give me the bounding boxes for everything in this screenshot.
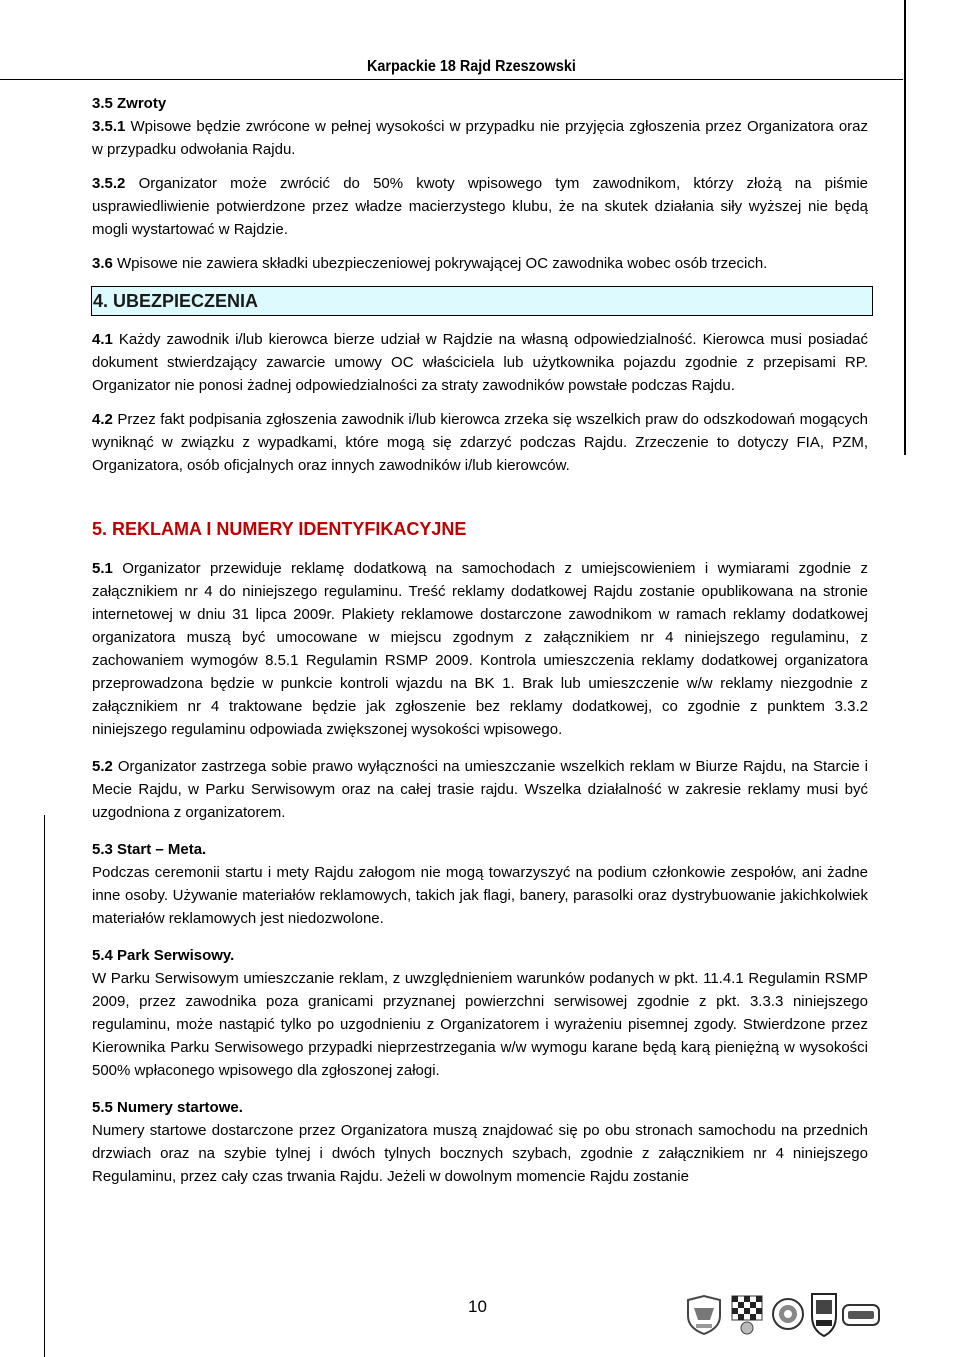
header-title: Karpackie 18 Rajd Rzeszowski: [367, 58, 576, 75]
paragraph-text: Organizator zastrzega sobie prawo wyłączności na umieszczanie wszelkich reklam w Biurze Rajdu, na Starcie i Mecie Rajdu, w Parku Serwisowym oraz na całej trasie rajdu. Wszelka działalność w zakresie reklamy musi być uzgodniona z organizatorem.: [92, 758, 868, 821]
margin-rule-left: [44, 815, 45, 1357]
paragraph-text: Przez fakt podpisania zgłoszenia zawodnik i/lub kierowca zrzeka się wszelkich praw do odszkodowań mogących wyniknąć w związku z wypadkami, które mogą się zdarzyć podczas Rajdu. Zrzeczenie to dotyczy FIA, PZM, Organizatora, osób oficjalnych oraz innych zawodników i/lub kierowców.: [92, 411, 868, 474]
paragraph-text: Wpisowe będzie zwrócone w pełnej wysokości w przypadku nie przyjęcia zgłoszenia przez Organizatora oraz w przypadku odwołania Rajdu.: [92, 118, 868, 158]
paragraph-text: Organizator przewiduje reklamę dodatkową na samochodach z umiejscowieniem i wymiarami zgodnie z załącznikiem nr 4 do niniejszego regulaminu. Treść reklamy dodatkowej Rajdu zostanie opublikowana na stronie internetowej w dniu 31 lipca 2009r. Plakiety reklamowe dostarczone zawodnikom w ramach reklamy dodatkowej organizatora muszą być umocowane w miejscu zgodnym z załącznikiem nr 4 niniejszego regulaminu, z zachowaniem wymogów 8.5.1 Regulamin RSMP 2009. Kontrola umieszczenia reklamy dodatkowej organizatora przeprowadzona będzie w punkcie kontroli wjazdu na BK 1. Brak lub umieszczenie w/w reklamy niezgodnie z załącznikiem nr 4 traktowane będzie jak zgłoszenie bez reklamy dodatkowej, co zgodnie z punktem 3.3.2 niniejszego regulaminu odpowiada zwiększonej wysokości wpisowego.: [92, 560, 868, 738]
paragraph-5-2: [92, 755, 868, 824]
section-5-3-title: 5.3 Start – Meta.: [92, 841, 207, 858]
document-body: [92, 92, 868, 1188]
pzm-logo-icon: [808, 1290, 840, 1338]
paragraph-4-1: [92, 328, 868, 397]
paragraph-4-2: [92, 408, 868, 477]
paragraph-5-5: Numery startowe dostarczone przez Organizatora muszą znajdować się po obu stronach samochodu na przednich drzwiach oraz na szybie tylnej i dwóch tylnych bocznych szybach, zgodnie z załącznikiem nr 4 niniejszego Regulaminu, przez cały czas trwania Rajdu. Jeżeli w dowolnym momencie Rajdu zostanie: [92, 1122, 868, 1185]
sponsor-logos: [684, 1290, 880, 1340]
paragraph-number: 5.2: [92, 758, 113, 775]
paragraph-number: 4.2: [92, 411, 113, 428]
header-rule: [0, 79, 903, 80]
margin-rule-right: [904, 0, 906, 455]
paragraph-5-4: W Parku Serwisowym umieszczanie reklam, z uwzględnieniem warunków podanych w pkt. 11.4.1 Regulamin RSMP 2009, przez zawodnika poza granicami przyznanej powierzchni serwisowej zgodnie z pkt. 3.3.3 niniejszego regulaminu, może nastąpić tylko po uzgodnieniu z Organizatorem i wyrażeniu pisemnej zgody. Stwierdzone przez Kierownika Parku Serwisowego przypadki nieprzestrzegania w/w wymogu karane będą karą pieniężną w wysokości 500% wpłaconego wpisowego dla zgłoszonej załogi.: [92, 970, 868, 1079]
fia-emblem-icon: [770, 1294, 806, 1336]
paragraph-number: 4.1: [92, 331, 113, 348]
paragraph-text: Wpisowe nie zawiera składki ubezpieczeniowej pokrywającej OC zawodnika wobec osób trzecich.: [112, 255, 768, 272]
section-5-4-title: 5.4 Park Serwisowy.: [92, 947, 235, 964]
paragraph-number: 3.5.2: [92, 175, 126, 192]
section-5-5-title: 5.5 Numery startowe.: [92, 1099, 243, 1116]
club-logo-icon: [684, 1294, 724, 1336]
checkered-flag-icon: [728, 1292, 766, 1336]
section-5-heading: 5. REKLAMA I NUMERY IDENTYFIKACYJNE: [92, 519, 467, 539]
paragraph-number: 3.6: [92, 255, 113, 272]
page-number: 10: [468, 1297, 487, 1316]
paragraph-5-1: [92, 557, 868, 741]
section-3-5-title: 3.5 Zwroty: [92, 95, 167, 112]
paragraph-text: Organizator może zwrócić do 50% kwoty wpisowego tym zawodnikom, którzy złożą na piśmie usprawiedliwienie potwierdzone przez władze macierzystego klubu, że na skutek działania siły wyższej nie będą mogli wystartować w Rajdzie.: [92, 175, 868, 238]
paragraph-3-6: [92, 252, 868, 275]
paragraph-5-3: Podczas ceremonii startu i mety Rajdu załogom nie mogą towarzyszyć na podium członkowie zespołów, ani żadne inne osoby. Używanie materiałów reklamowych, takich jak flagi, banery, parasolki oraz dystrybuowanie jakichkolwiek materiałów reklamowych jest niedozwolone.: [92, 864, 868, 927]
paragraph-3-5-2: [92, 172, 868, 241]
section-4-heading: 4. UBEZPIECZENIA: [91, 286, 873, 316]
paragraph-3-5-1: [92, 115, 868, 161]
paragraph-text: Każdy zawodnik i/lub kierowca bierze udział w Rajdzie na własną odpowiedzialność. Kierowca musi posiadać dokument stwierdzający zawarcie umowy OC właściciela lub użytkownika pojazdu zgodnie z przepisami RP. Organizator nie ponosi żadnej odpowiedzialności za straty zawodników powstałe podczas Rajdu.: [92, 331, 868, 394]
paragraph-number: 5.1: [92, 560, 113, 577]
paragraph-number: 3.5.1: [92, 118, 126, 135]
sms-logo-icon: [842, 1304, 880, 1326]
